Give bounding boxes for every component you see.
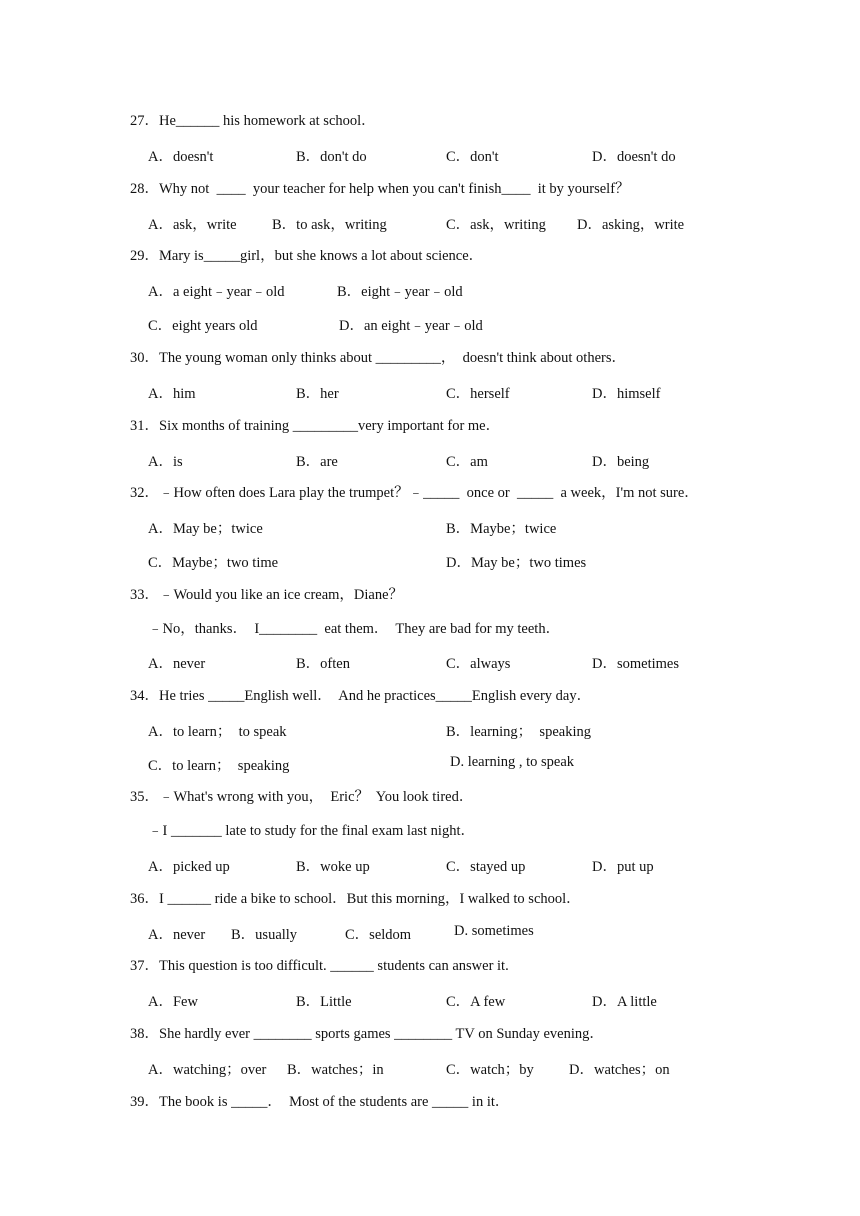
- question-33-reply: ﹣No，thanks． I________ eat them． They are bad for my teeth．: [148, 621, 561, 637]
- q28-option-a: A．ask，write: [148, 217, 237, 233]
- q33-option-c: C．always: [446, 656, 511, 672]
- question-27-stem: 27．He______ his homework at school．: [130, 113, 376, 129]
- q31-option-c: C．am: [446, 454, 488, 470]
- question-32-stem: 32．﹣How often does Lara play the trumpet？﹣_____ once or _____ a week，I'm not sure．: [130, 485, 699, 501]
- q29-option-a: A．a eight﹣year﹣old: [148, 284, 285, 300]
- q38-option-d: D．watches；on: [569, 1062, 670, 1078]
- q30-option-a: A．him: [148, 386, 196, 402]
- question-33-stem: 33．﹣Would you like an ice cream，Diane？: [130, 587, 404, 603]
- q30-option-c: C．herself: [446, 386, 510, 402]
- q30-option-b: B．her: [296, 386, 339, 402]
- question-38-stem: 38．She hardly ever ________ sports games ________ TV on Sunday evening．: [130, 1026, 604, 1042]
- q36-option-d: D. sometimes: [454, 923, 534, 939]
- q38-option-c: C．watch；by: [446, 1062, 534, 1078]
- q32-option-c: C．Maybe；two time: [148, 555, 279, 571]
- question-37-stem: 37．This question is too difficult. ______ students can answer it.: [130, 958, 509, 974]
- q36-option-b: B．usually: [231, 927, 298, 943]
- q38-option-b: B．watches；in: [287, 1062, 384, 1078]
- q27-option-b: B．don't do: [296, 149, 367, 165]
- q29-option-c: C．eight years old: [148, 318, 258, 334]
- q31-option-d: D．being: [592, 454, 650, 470]
- question-28-stem: 28．Why not ____ your teacher for help when you can't finish____ it by yourself？: [130, 181, 630, 197]
- q32-option-b: B．Maybe；twice: [446, 521, 557, 537]
- q33-option-a: A．never: [148, 656, 206, 672]
- q37-option-a: A．Few: [148, 994, 198, 1010]
- q35-option-a: A．picked up: [148, 859, 230, 875]
- q31-option-a: A．is: [148, 454, 183, 470]
- q37-option-b: B．Little: [296, 994, 352, 1010]
- question-35-stem: 35．﹣What's wrong with you， Eric？ You look tired．: [130, 789, 474, 805]
- question-35-reply: ﹣I _______ late to study for the final exam last night．: [148, 823, 475, 839]
- q35-option-d: D．put up: [592, 859, 654, 875]
- q29-option-b: B．eight﹣year﹣old: [337, 284, 463, 300]
- question-34-stem: 34．He tries _____English well． And he practices_____English every day．: [130, 688, 592, 704]
- q36-option-a: A．never: [148, 927, 206, 943]
- q38-option-a: A．watching；over: [148, 1062, 267, 1078]
- q36-option-c: C．seldom: [345, 927, 412, 943]
- q31-option-b: B．are: [296, 454, 338, 470]
- q27-option-c: C．don't: [446, 149, 499, 165]
- question-36-stem: 36．I ______ ride a bike to school．But this morning，I walked to school．: [130, 891, 581, 907]
- q27-option-d: D．doesn't do: [592, 149, 676, 165]
- q34-option-c: C．to learn； speaking: [148, 758, 290, 774]
- q28-option-c: C．ask，writing: [446, 217, 546, 233]
- q28-option-b: B．to ask，writing: [272, 217, 387, 233]
- question-39-stem: 39．The book is _____． Most of the students are _____ in it．: [130, 1094, 510, 1110]
- q34-option-a: A．to learn； to speak: [148, 724, 287, 740]
- q29-option-d: D．an eight﹣year﹣old: [339, 318, 483, 334]
- question-29-stem: 29．Mary is_____girl，but she knows a lot about science．: [130, 248, 484, 264]
- q33-option-d: D．sometimes: [592, 656, 679, 672]
- q35-option-b: B．woke up: [296, 859, 370, 875]
- q33-option-b: B．often: [296, 656, 350, 672]
- q37-option-d: D．A little: [592, 994, 657, 1010]
- q30-option-d: D．himself: [592, 386, 661, 402]
- q32-option-d: D．May be；two times: [446, 555, 587, 571]
- question-31-stem: 31．Six months of training _________very important for me．: [130, 418, 501, 434]
- q28-option-d: D．asking，write: [577, 217, 685, 233]
- q34-option-b: B．learning； speaking: [446, 724, 591, 740]
- question-30-stem: 30．The young woman only thinks about _________， doesn't think about others．: [130, 350, 626, 366]
- q37-option-c: C．A few: [446, 994, 506, 1010]
- q35-option-c: C．stayed up: [446, 859, 526, 875]
- q34-option-d: D. learning , to speak: [450, 754, 575, 770]
- q32-option-a: A．May be；twice: [148, 521, 263, 537]
- q27-option-a: A．doesn't: [148, 149, 214, 165]
